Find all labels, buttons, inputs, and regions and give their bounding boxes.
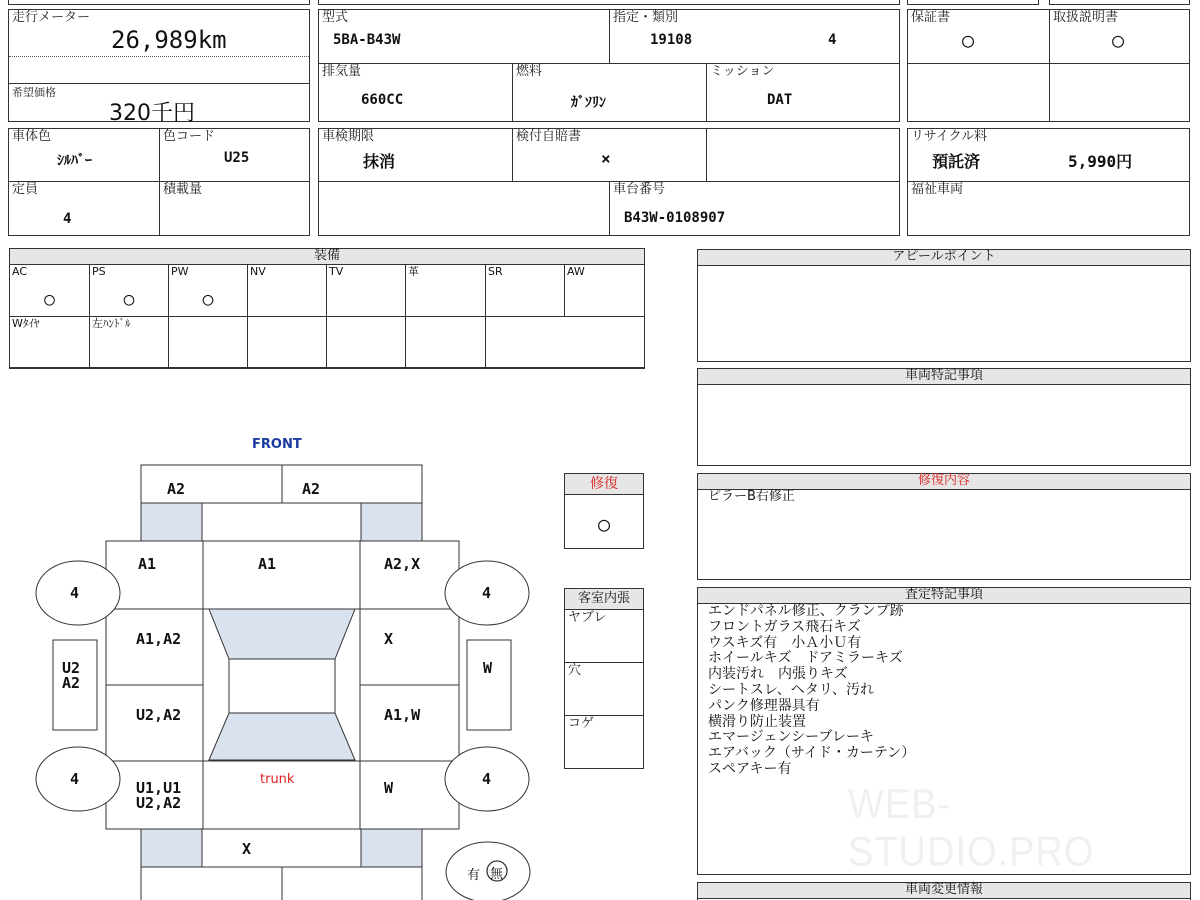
repair-details-box — [697, 473, 1191, 580]
equipment-label: PS — [92, 265, 106, 278]
welfare-label: 福祉車両 — [911, 182, 964, 197]
equipment-label: AW — [567, 265, 585, 278]
assessment-line: ウスキズ有 小Ａ小Ｕ有 — [708, 634, 862, 651]
mileage-price-block — [8, 9, 310, 126]
recycle-block — [907, 128, 1190, 236]
insurance-value: × — [601, 149, 611, 168]
inspection-label: 車検期限 — [322, 129, 375, 144]
equipment-label: NV — [250, 265, 266, 278]
equipment-label: Wﾀｲﾔ — [12, 317, 40, 330]
hood: A1 — [258, 555, 277, 573]
door-front-left: A1,A2 — [136, 630, 182, 648]
spec-block — [318, 9, 900, 122]
repair-details-text: ピラーB右修正 — [708, 489, 795, 504]
model-value: 5BA-B43W — [333, 32, 401, 48]
door-rear-left: U2,A2 — [136, 706, 182, 724]
asking-price-value: 320千円 — [109, 101, 195, 126]
changes-title: 車両変更情報 — [698, 883, 1190, 899]
warranty-label: 保証書 — [911, 10, 951, 25]
recycle-label: リサイクル料 — [911, 129, 988, 144]
chassis-value: B43W-0108907 — [624, 210, 726, 226]
tire-front-left: 4 — [70, 584, 80, 602]
appeal-box — [697, 249, 1191, 362]
repair-title: 修復 — [565, 474, 643, 495]
equipment-cell — [486, 265, 565, 317]
inspection-value: 抹消 — [363, 152, 396, 171]
equipment-label: 左ﾊﾝﾄﾞﾙ — [92, 317, 131, 330]
tire-rear-left: 4 — [70, 770, 80, 788]
interior-title: 客室内張 — [565, 589, 643, 610]
registration-block — [318, 128, 900, 236]
assessment-line: エマージェンシーブレーキ — [708, 729, 874, 746]
bumper-front-right: A2 — [302, 480, 321, 498]
equipment-cell — [327, 265, 406, 317]
capacity-label: 定員 — [12, 182, 39, 197]
equipment-label: TV — [329, 265, 344, 278]
assessment-line: フロントガラス飛石キズ — [708, 618, 861, 635]
recycle-status: 預託済 — [932, 152, 981, 171]
tire-rear-right: 4 — [482, 770, 492, 788]
vehicle-notes-box — [697, 368, 1191, 466]
equipment-cell — [169, 265, 248, 317]
equipment-cell — [90, 317, 169, 368]
documents-block — [907, 9, 1190, 122]
recycle-amount: 5,990円 — [1068, 152, 1133, 171]
rocker-right: W — [483, 659, 493, 677]
quarter-rear-left-2: U2,A2 — [136, 794, 182, 812]
tire-front-right: 4 — [482, 584, 492, 602]
quarter-rear-left-1: U1,U1 — [136, 779, 182, 797]
asking-price-label: 希望価格 — [12, 86, 56, 99]
rocker-left-1: U2 — [62, 659, 81, 677]
body-color-value: ｼﾙﾊﾞｰ — [57, 153, 92, 169]
quarter-rear-right: W — [384, 779, 394, 797]
assessment-title: 査定特記事項 — [698, 588, 1190, 604]
assessment-line: 横滑り防止装置 — [708, 713, 806, 730]
equipment-cell — [406, 317, 486, 368]
color-code-label: 色コード — [163, 129, 216, 144]
car-diagram-svg — [0, 430, 560, 900]
equipment-value: ○ — [123, 289, 135, 310]
repair-details-title: 修復内容 — [698, 474, 1190, 490]
designation-value1: 19108 — [650, 32, 693, 48]
capacity-value: 4 — [63, 211, 72, 227]
car-diagram — [0, 430, 560, 900]
body-color-label: 車体色 — [12, 129, 52, 144]
transmission-value: DAT — [767, 92, 793, 108]
fender-front-left: A1 — [138, 555, 157, 573]
equipment-value: ○ — [202, 289, 214, 310]
assessment-box — [697, 587, 1191, 875]
equipment-cell — [90, 265, 169, 317]
equipment-label: 革 — [408, 265, 419, 278]
fender-front-right: A2,X — [384, 555, 421, 573]
equipment-cell — [565, 265, 644, 317]
front-label: FRONT — [252, 437, 302, 452]
equipment-row-1 — [10, 265, 644, 317]
color-block — [8, 128, 310, 236]
spare-none: 無 — [490, 867, 504, 882]
mileage-value: 26,989km — [111, 26, 227, 54]
appeal-title: アピールポイント — [698, 250, 1190, 266]
watermark: WEB-STUDIO.PRO — [848, 781, 1095, 876]
door-front-right: X — [384, 630, 394, 648]
spare-label: 有 — [467, 868, 481, 883]
equipment-cell — [327, 317, 406, 368]
equipment-label: AC — [12, 265, 28, 278]
mileage-label: 走行メーター — [12, 10, 91, 25]
equipment-row-2 — [10, 317, 644, 368]
displacement-label: 排気量 — [322, 64, 362, 79]
fuel-value: ｶﾞｿﾘﾝ — [571, 95, 606, 111]
door-rear-right: A1,W — [384, 706, 421, 724]
assessment-line: 内装汚れ 内張りキズ — [708, 666, 848, 683]
fuel-label: 燃料 — [516, 64, 543, 79]
equipment-cell — [10, 265, 90, 317]
assessment-line: ホイールキズ ドアミラーキズ — [708, 650, 903, 667]
bumper-front-left: A2 — [167, 480, 186, 498]
equipment-title: 装備 — [10, 249, 644, 265]
equipment-cell — [406, 265, 486, 317]
equipment-cell — [248, 265, 327, 317]
trunk-label: trunk — [260, 772, 295, 787]
equipment-table — [9, 248, 645, 369]
chassis-label: 車台番号 — [613, 182, 666, 197]
repair-value: ○ — [597, 512, 611, 536]
repair-flag-box — [564, 473, 644, 549]
model-label: 型式 — [322, 10, 349, 25]
assessment-line: スペアキー有 — [708, 760, 792, 777]
equipment-value: ○ — [44, 289, 55, 310]
bumper-rear: X — [242, 840, 252, 858]
transmission-label: ミッション — [710, 64, 775, 79]
equipment-label: SR — [488, 265, 503, 278]
color-code-value: U25 — [224, 150, 250, 166]
interior-item-burn: コゲ — [568, 716, 595, 731]
interior-item-tear: ヤブレ — [568, 610, 607, 625]
displacement-value: 660CC — [361, 92, 404, 108]
insurance-label: 検付自賠書 — [516, 129, 582, 144]
equipment-cell — [248, 317, 327, 368]
warranty-value: ○ — [962, 28, 975, 52]
interior-box — [564, 588, 644, 769]
assessment-line: エアバック（サイド・カーテン） — [708, 745, 916, 762]
interior-item-hole: 穴 — [568, 663, 582, 678]
assessment-line: エンドパネル修正、クランプ跡 — [708, 603, 904, 619]
manual-label: 取扱説明書 — [1053, 10, 1119, 25]
rocker-left-2: A2 — [62, 674, 81, 692]
assessment-line: シートスレ、ヘタリ、汚れ — [708, 681, 875, 698]
load-label: 積載量 — [163, 182, 203, 197]
equipment-label: PW — [171, 265, 189, 278]
equipment-cell — [10, 317, 90, 368]
designation-label: 指定・類別 — [613, 10, 679, 25]
equipment-cell — [486, 317, 644, 368]
assessment-line: パンク修理器具有 — [708, 697, 820, 714]
manual-value: ○ — [1112, 28, 1125, 52]
assessment-lines — [708, 604, 915, 778]
vehicle-notes-title: 車両特記事項 — [698, 369, 1190, 385]
equipment-cell — [169, 317, 248, 368]
changes-box — [697, 882, 1191, 900]
designation-value2: 4 — [828, 32, 837, 48]
